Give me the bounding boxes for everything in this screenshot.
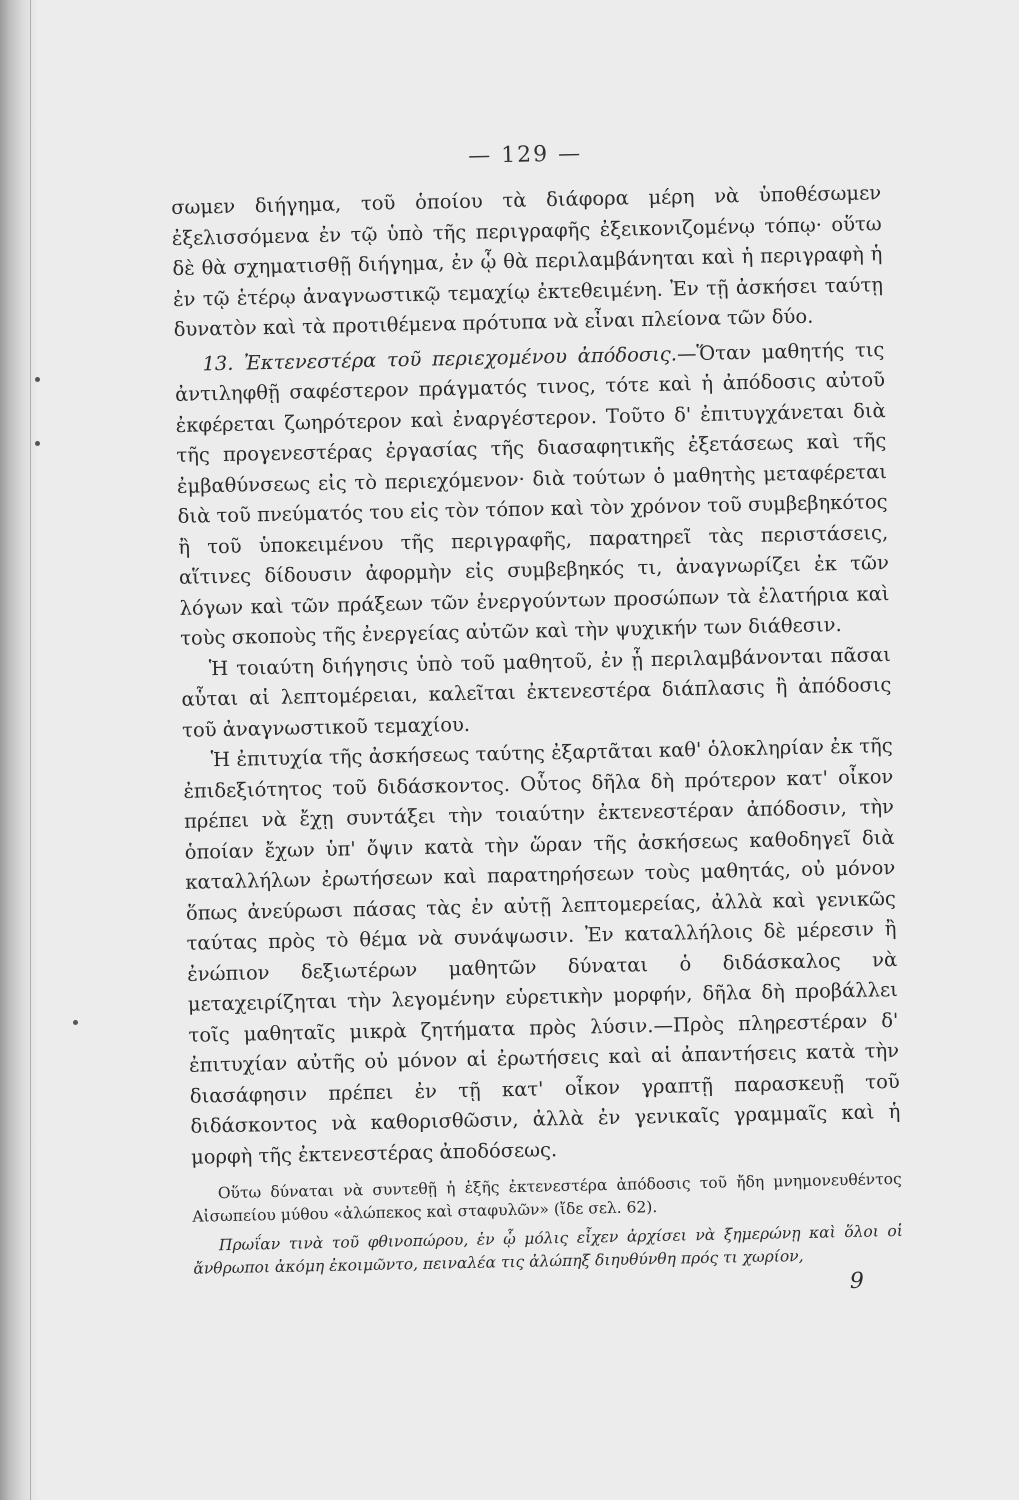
binding-edge bbox=[30, 0, 31, 1500]
margin-mark bbox=[73, 1020, 78, 1025]
section-heading: Ἐκτενεστέρα τοῦ περιεχομένου ἀπόδοσις. bbox=[243, 341, 678, 374]
margin-mark bbox=[35, 377, 40, 382]
page-number: — 129 — bbox=[467, 141, 583, 169]
fable-excerpt: Πρωΐαν τινὰ τοῦ φθινοπώρου, ἐν ᾧ μόλις εἶχεν ἀρχίσει νὰ ξημερώνῃ καὶ ὅλοι οἱ ἄνθρωποι ἀκόμη ἐκοιμῶντο, πειναλέα τις ἀλώπηξ διηυθύνθη πρός τι χωρίον, bbox=[193, 1221, 903, 1278]
binding-shadow bbox=[0, 0, 38, 1500]
section-number: 13. bbox=[202, 351, 234, 375]
section-paragraph bbox=[174, 335, 890, 655]
intro-paragraph: σωμεν διήγημα, τοῦ ὁποίου τὰ διάφορα μέρη νὰ ὑποθέσωμεν ἐξελισσόμενα ἐν τῷ ὑπὸ τῆς περιγραφῆς ἐξεικονιζομένῳ τόπῳ· οὕτω δὲ θὰ σχηματισθῇ διήγημα, ἐν ᾧ θὰ περιλαμβάνηται καὶ ἡ περιγραφὴ ἡ ἐν τῷ ἑτέρῳ ἀναγνωστικῷ τεμαχίῳ ἐκτεθειμένη. Ἐν τῇ ἀσκήσει ταύτῃ δυνατὸν καὶ τὰ προτιθέμενα πρότυπα νὰ εἶναι πλείονα τῶν δύο. bbox=[170, 181, 884, 341]
signature-mark: 9 bbox=[849, 1268, 865, 1295]
paragraph-2: Ἡ τοιαύτη διήγησις ὑπὸ τοῦ μαθητοῦ, ἐν ᾗ περιλαμβάνονται πᾶσαι αὗται αἱ λεπτομέρειαι, καλεῖται ἐκτενεστέρα διάπλασις ἢ ἀπόδοσις τοῦ ἀναγνωστικοῦ τεμαχίου. bbox=[181, 642, 892, 742]
margin-mark bbox=[35, 441, 40, 446]
page-content bbox=[170, 135, 904, 1308]
example-note: Οὕτω δύναται νὰ συντεθῇ ἡ ἑξῆς ἐκτενεστέρα ἀπόδοσις τοῦ ἤδη μνημονευθέντος Αἰσωπείου μύθου «ἀλώπεκος καὶ σταφυλῶν» (ἴδε σελ. 62). bbox=[192, 1169, 902, 1226]
section-text: —Ὅταν μαθητής τις ἀντιληφθῇ σαφέστερον πράγματός τινος, τότε καὶ ἡ ἀπόδοσις αὐτοῦ ἐκφέρεται ζωηρότερον καὶ ἐναργέστερον. Τοῦτο δ' ἐπιτυγχάνεται διὰ τῆς προγενεστέρας ἐργασίας τῆς διασαφητικῆς ἐξετάσεως καὶ τῆς ἐμβαθύνσεως εἰς τὸ περιεχόμενον· διὰ τούτων ὁ μαθητὴς μεταφέρεται διὰ τοῦ πνεύματός του εἰς τὸν τόπον καὶ τὸν χρόνον τοῦ συμβεβηκότος ἢ τοῦ ὑποκειμένου τῆς περιγραφῆς, παρατηρεῖ τὰς περιστάσεις, αἵτινες δίδουσιν ἀφορμὴν εἰς συμβεβηκός τι, ἀναγνωρίζει ἐκ τῶν λόγων καὶ τῶν πράξεων τῶν ἐνεργούντων προσώπων τὰ ἐλατήρια καὶ τοὺς σκοποὺς τῆς ἐνεργείας αὐτῶν καὶ τὴν ψυχικήν των διάθεσιν. bbox=[174, 337, 890, 650]
paragraph-3: Ἡ ἐπιτυχία τῆς ἀσκήσεως ταύτης ἐξαρτᾶται καθ' ὁλοκληρίαν ἐκ τῆς ἐπιδεξιότητος τοῦ διδάσκοντος. Οὗτος δῆλα δὴ πρότερον κατ' οἶκον πρέπει νὰ ἔχῃ συντάξει τὴν τοιαύτην ἐκτενεστέραν ἀπόδοσιν, τὴν ὁποίαν ἔχων ὑπ' ὄψιν κατὰ τὴν ὥραν τῆς ἀσκήσεως καθοδηγεῖ διὰ καταλλήλων ἐρωτήσεων καὶ παρατηρήσεων τοὺς μαθητάς, οὐ μόνον ὅπως ἀνεύρωσι πάσας τὰς ἐν αὐτῇ λεπτομερείας, ἀλλὰ καὶ γενικῶς ταύτας πρὸς τὸ θέμα νὰ συνάψωσιν. Ἐν καταλλήλοις δὲ μέρεσιν ἢ ἐνώπιον δεξιωτέρων μαθητῶν δύναται ὁ διδάσκαλος νὰ μεταχειρίζηται τὴν λεγομένην εὑρετικὴν μορφήν, δῆλα δὴ προβάλλει τοῖς μαθηταῖς μικρὰ ζητήματα πρὸς λύσιν.—Πρὸς πληρεστέραν δ' ἐπιτυχίαν αὐτῆς οὐ μόνον αἱ ἐρωτήσεις καὶ αἱ ἀπαντήσεις κατὰ τὴν διασάφησιν πρέπει ἐν τῇ κατ' οἶκον γραπτῇ παρασκευῇ τοῦ διδάσκοντος νὰ καθορισθῶσιν, ἀλλὰ ἐν γενικαῖς γραμμαῖς καὶ ἡ μορφὴ τῆς ἐκτενεστέρας ἀποδόσεως. bbox=[183, 733, 901, 1169]
